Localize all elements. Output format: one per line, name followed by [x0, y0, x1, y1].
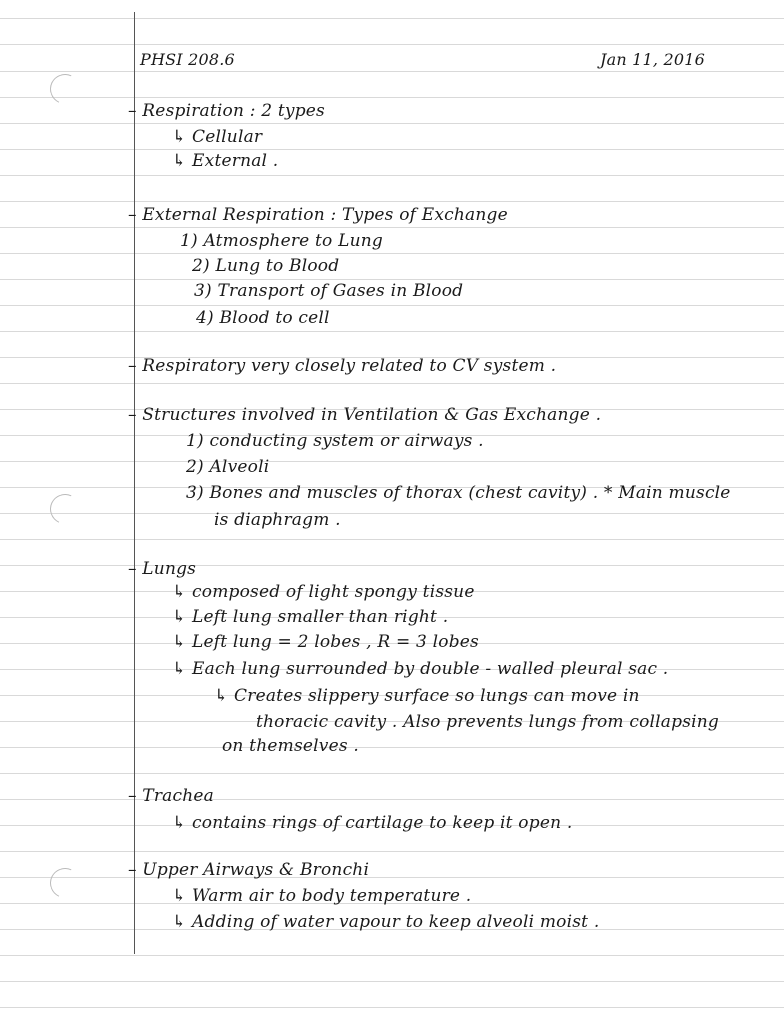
- binder-hole-bottom: [46, 864, 84, 902]
- note-line: – Structures involved in Ventilation & Gas Exchange .: [128, 405, 602, 425]
- note-line: – Trachea: [128, 786, 214, 806]
- note-line: ↳ Each lung surrounded by double - walled pleural sac .: [172, 659, 669, 679]
- note-line: 4) Blood to cell: [196, 308, 330, 328]
- note-line: ↳ Cellular: [172, 127, 263, 147]
- note-line: ↳ External .: [172, 151, 279, 171]
- note-line: ↳ Left lung = 2 lobes , R = 3 lobes: [172, 632, 479, 652]
- note-line: on themselves .: [222, 736, 359, 756]
- note-line: ↳ composed of light spongy tissue: [172, 582, 475, 602]
- note-line: – Lungs: [128, 559, 197, 579]
- note-line: 1) Atmosphere to Lung: [180, 231, 383, 251]
- note-line: ↳ contains rings of cartilage to keep it open .: [172, 813, 573, 833]
- binder-hole-top: [46, 70, 84, 108]
- course-code: PHSI 208.6: [140, 50, 235, 69]
- note-line: ↳ Left lung smaller than right .: [172, 607, 449, 627]
- note-line: ↳ Creates slippery surface so lungs can move in: [214, 686, 640, 706]
- note-line: 3) Bones and muscles of thorax (chest cavity) . * Main muscle: [186, 483, 731, 503]
- note-line: – Respiration : 2 types: [128, 101, 325, 121]
- margin-line: [134, 12, 135, 954]
- note-line: – Upper Airways & Bronchi: [128, 860, 370, 880]
- note-line: 2) Lung to Blood: [192, 256, 340, 276]
- note-line: thoracic cavity . Also prevents lungs from collapsing: [256, 712, 719, 732]
- binder-hole-middle: [46, 490, 84, 528]
- note-line: ↳ Warm air to body temperature .: [172, 886, 472, 906]
- note-line: – External Respiration : Types of Exchange: [128, 205, 508, 225]
- note-date: Jan 11, 2016: [600, 50, 705, 69]
- note-line: 3) Transport of Gases in Blood: [194, 281, 464, 301]
- note-line: 2) Alveoli: [186, 457, 270, 477]
- note-line: ↳ Adding of water vapour to keep alveoli moist .: [172, 912, 600, 932]
- note-line: 1) conducting system or airways .: [186, 431, 484, 451]
- note-line: is diaphragm .: [214, 510, 341, 530]
- note-line: – Respiratory very closely related to CV system .: [128, 356, 557, 376]
